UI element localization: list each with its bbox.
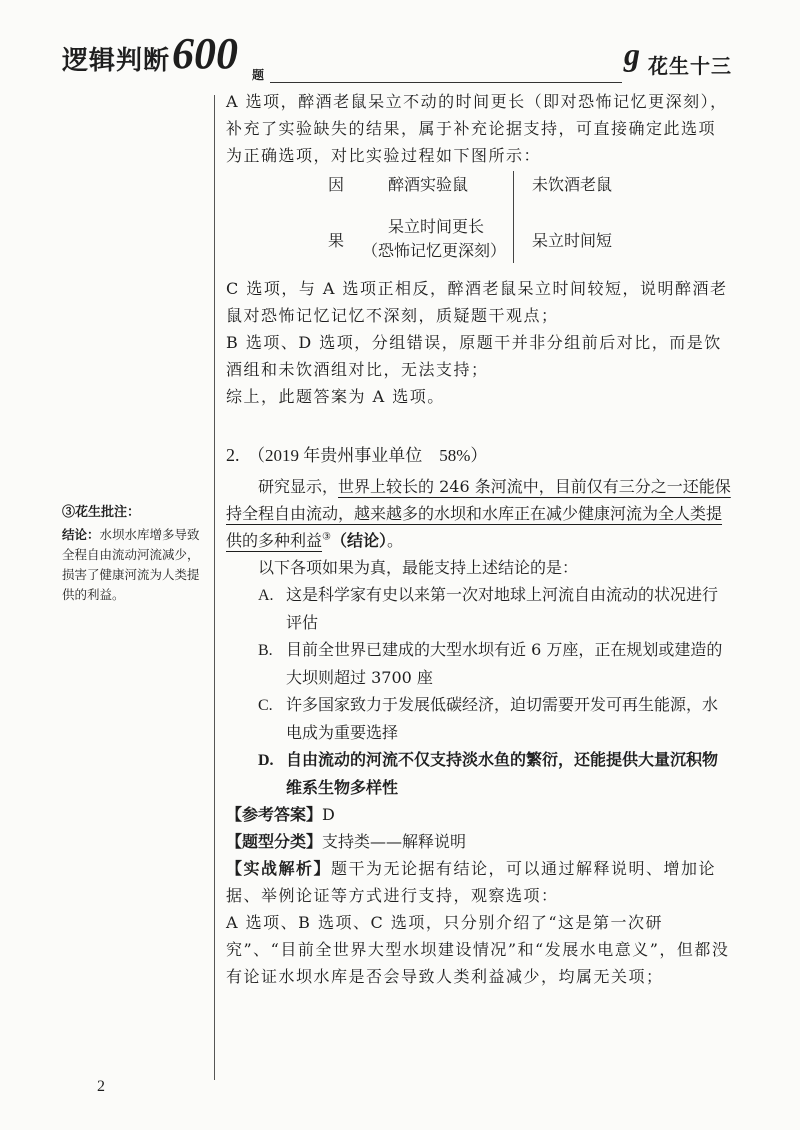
brand-logo-icon: g xyxy=(624,36,640,72)
book-title: 逻辑判断 xyxy=(62,46,171,76)
drunk-effect-1: 呆立时间更长 xyxy=(388,217,485,236)
question-type: 【题型分类】支持类——解释说明 xyxy=(226,832,467,851)
option-c: C. 许多国家致力于发展低碳经济，迫切需要开发可再生能源，水电成为重要选择 xyxy=(258,695,719,742)
margin-divider xyxy=(214,95,215,1080)
drunk-cause: 醉酒实验鼠 xyxy=(388,175,469,194)
brand-name: 花生十三 xyxy=(648,54,732,78)
option-d: D. 自由流动的河流不仅支持淡水鱼的繁衍，还能提供大量沉积物维系生物多样性 xyxy=(258,750,719,797)
sober-effect: 呆立时间短 xyxy=(532,231,613,250)
paragraph-option-a: A 选项，醉酒老鼠呆立不动的时间更长（即对恐怖记忆更深刻），补充了实验缺失的结果，属于补充论据支持，可直接确定此选项为正确选项，对比实验过程如下图所示： xyxy=(226,92,728,165)
note-body: 结论：水坝水库增多导致全程自由流动河流减少，损害了健康河流为人类提供的利益。 xyxy=(62,527,200,602)
main-content xyxy=(226,88,731,990)
sidebar-note xyxy=(62,503,207,605)
note-reference: ③ xyxy=(322,531,331,543)
comparison-diagram xyxy=(226,171,731,271)
question-source: （2019 年贵州事业单位 58%） xyxy=(248,446,488,465)
conclusion-tag: （结论） xyxy=(330,531,387,550)
question-prompt: 以下各项如果为真，最能支持上述结论的是： xyxy=(258,558,579,577)
option-b: B. 目前全世界已建成的大型水坝有近 6 万座，正在规划或建造的大坝则超过 3700 座 xyxy=(258,640,723,687)
paragraph-option-c: C 选项，与 A 选项正相反，醉酒老鼠呆立时间较短，说明醉酒老鼠对恐怖记忆记忆不深刻，质疑题干观点； xyxy=(226,279,728,325)
paragraph-summary: 综上，此题答案为 A 选项。 xyxy=(226,387,445,406)
note-title: ③花生批注： xyxy=(62,505,141,520)
effect-label: 果 xyxy=(328,231,345,250)
book-suffix: 题 xyxy=(252,68,265,82)
question-stem: 研究显示，世界上较长的 246 条河流中，目前仅有三分之一还能保持全程自由流动，越来越多的水坝和水库正在减少健康河流为全人类提供的多种利益③（结论）。 xyxy=(226,477,731,550)
reference-answer: 【参考答案】D xyxy=(226,805,335,824)
question-number: 2. xyxy=(226,445,240,465)
header-rule xyxy=(270,82,622,83)
comparison-divider xyxy=(513,171,514,263)
page-header xyxy=(0,0,800,100)
cause-label: 因 xyxy=(328,175,345,194)
drunk-effect-2: （恐怖记忆更深刻） xyxy=(362,241,507,260)
analysis: 【实战解析】题干为无论据有结论，可以通过解释说明、增加论据、举例论证等方式进行支持，观察选项： xyxy=(226,859,717,905)
underlined-conclusion: 世界上较长的 246 条河流中，目前仅有三分之一还能保持全程自由流动，越来越多的水坝和水库正在减少健康河流为全人类提供的多种利益 xyxy=(226,477,731,550)
paragraph-option-bd: B 选项、D 选项，分组错误，原题干并非分组前后对比，而是饮酒组和未饮酒组对比，无法支持； xyxy=(226,333,722,379)
paragraph-options-abc: A 选项、B 选项、C 选项，只分别介绍了“这是第一次研究”、“目前全世界大型水坝建设情况”和“发展水电意义”，但都没有论证水坝水库是否会导致人类利益减少，均属无关项； xyxy=(226,913,730,986)
sober-cause: 未饮酒老鼠 xyxy=(532,175,613,194)
page-number: 2 xyxy=(97,1078,105,1095)
book-number: 600 xyxy=(172,29,238,78)
question-header xyxy=(226,442,731,469)
option-a: A. 这是科学家有史以来第一次对地球上河流自由流动的状况进行评估 xyxy=(258,585,719,632)
